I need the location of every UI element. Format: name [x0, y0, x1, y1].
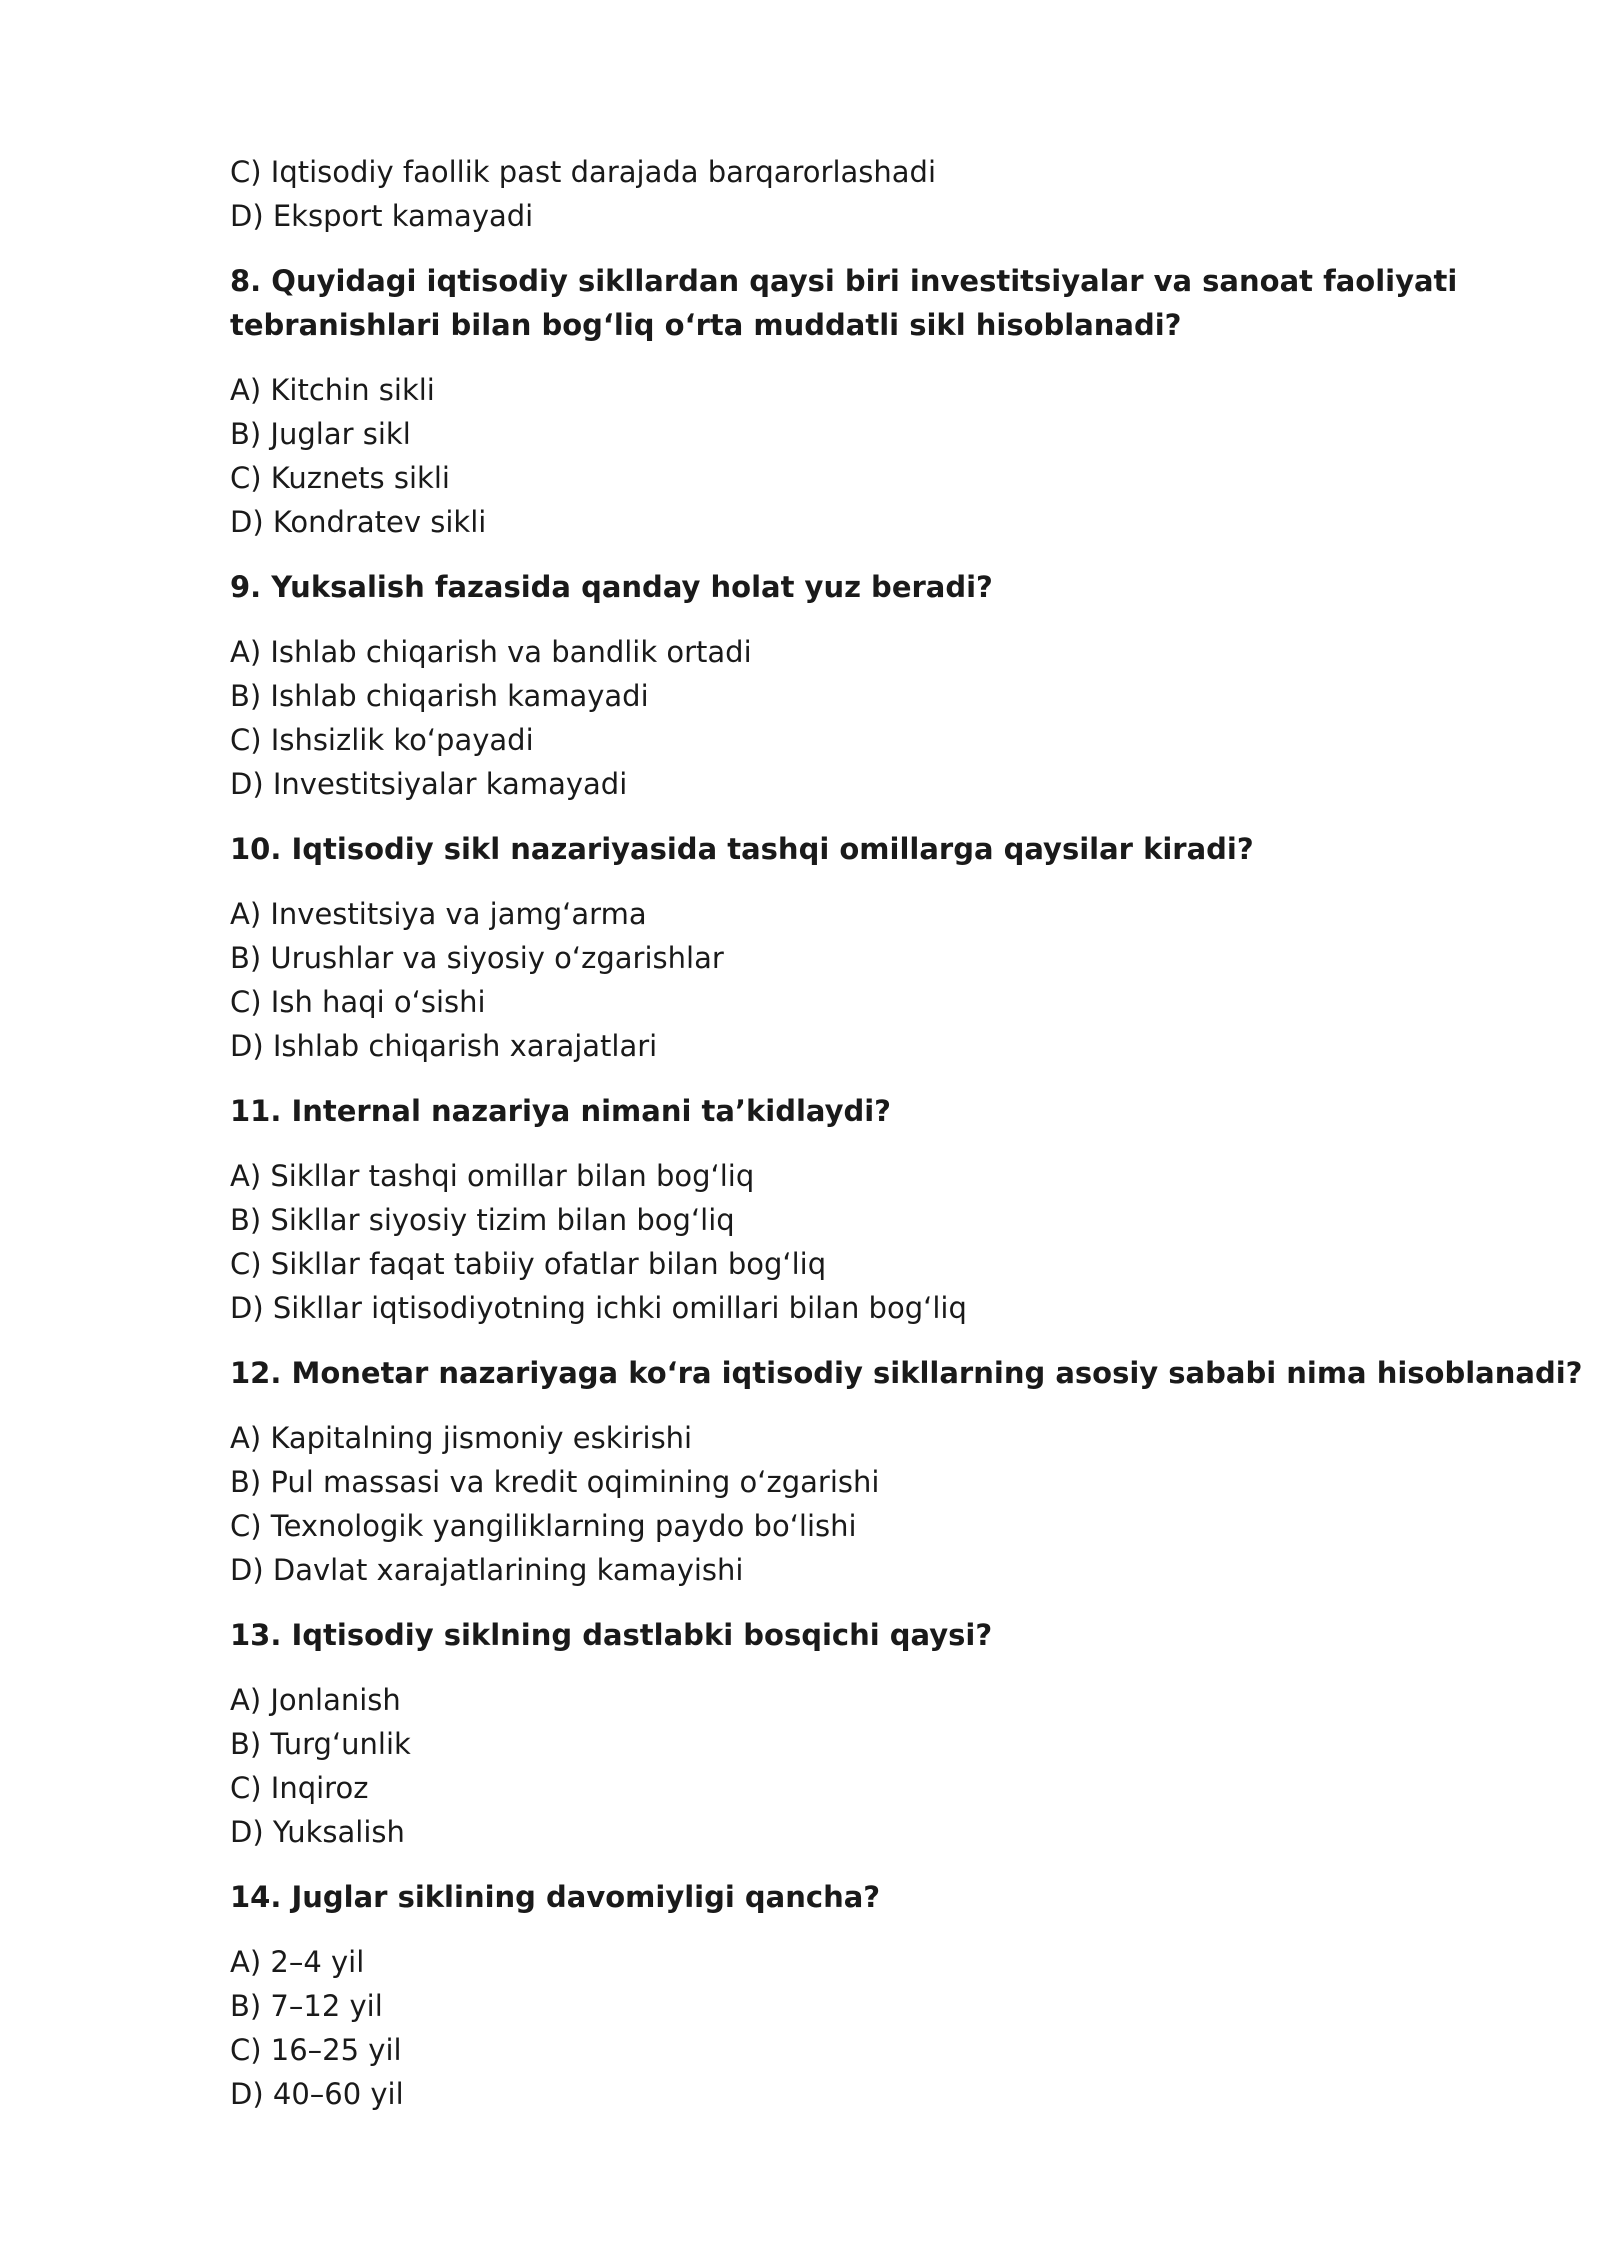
question-block [230, 827, 1530, 1068]
option-list [230, 892, 1530, 1068]
question-line: 8. Quyidagi iqtisodiy sikllardan qaysi biri investitsiyalar va sanoat faoliyati [230, 264, 1458, 298]
question-title: 14. Juglar siklining davomiyligi qancha? [230, 1880, 881, 1914]
option: D) Eksport kamayadi [230, 199, 534, 233]
option: B) Juglar sikl [230, 417, 411, 451]
document-page [230, 150, 1583, 2116]
question-title: 11. Internal nazariya nimani ta’kidlaydi? [230, 1094, 891, 1128]
question-block [230, 565, 1530, 806]
option: A) 2–4 yil [230, 1945, 365, 1979]
option: C) Inqiroz [230, 1771, 369, 1805]
option: B) Sikllar siyosiy tizim bilan bog‘liq [230, 1203, 735, 1237]
question-line: tebranishlari bilan bog‘liq o‘rta muddatli sikl hisoblanadi? [230, 308, 1182, 342]
option: B) 7–12 yil [230, 1989, 383, 2023]
option-list [230, 368, 1530, 544]
option: D) Yuksalish [230, 1815, 405, 1849]
option: B) Pul massasi va kredit oqimining o‘zgarishi [230, 1465, 880, 1499]
option-list [230, 1940, 1530, 2116]
option: A) Kapitalning jismoniy eskirishi [230, 1421, 693, 1455]
question-block [230, 259, 1530, 544]
option: C) Iqtisodiy faollik past darajada barqarorlashadi [230, 155, 937, 189]
question-title: 10. Iqtisodiy sikl nazariyasida tashqi omillarga qaysilar kiradi? [230, 832, 1254, 866]
option: C) Texnologik yangiliklarning paydo bo‘lishi [230, 1509, 857, 1543]
option: C) Ish haqi o‘sishi [230, 985, 486, 1019]
question-title: 9. Yuksalish fazasida qanday holat yuz beradi? [230, 570, 993, 604]
option: A) Jonlanish [230, 1683, 401, 1717]
option: A) Kitchin sikli [230, 373, 435, 407]
question-title: 13. Iqtisodiy siklning dastlabki bosqichi qaysi? [230, 1618, 993, 1652]
option: B) Turg‘unlik [230, 1727, 411, 1761]
option: C) Ishsizlik ko‘payadi [230, 723, 534, 757]
question-block [230, 1875, 1530, 2116]
option: D) Davlat xarajatlarining kamayishi [230, 1553, 744, 1587]
question-block [230, 1613, 1530, 1854]
option: C) 16–25 yil [230, 2033, 402, 2067]
option-list [230, 1154, 1530, 1330]
option: D) Investitsiyalar kamayadi [230, 767, 628, 801]
option: D) Kondratev sikli [230, 505, 487, 539]
option: C) Kuznets sikli [230, 461, 450, 495]
option-list [230, 630, 1530, 806]
option-list [230, 1416, 1530, 1592]
question-block [230, 1351, 1583, 1592]
question-title: 12. Monetar nazariyaga ko‘ra iqtisodiy sikllarning asosiy sababi nima hisoblanadi? [230, 1356, 1583, 1390]
question-block [230, 1089, 1530, 1330]
option: D) Sikllar iqtisodiyotning ichki omillari bilan bog‘liq [230, 1291, 967, 1325]
option: B) Ishlab chiqarish kamayadi [230, 679, 649, 713]
question-title [230, 259, 1530, 347]
option: A) Sikllar tashqi omillar bilan bog‘liq [230, 1159, 755, 1193]
option-list [230, 1678, 1530, 1854]
option: D) Ishlab chiqarish xarajatlari [230, 1029, 658, 1063]
option: A) Investitsiya va jamg‘arma [230, 897, 647, 931]
option: D) 40–60 yil [230, 2077, 404, 2111]
option: C) Sikllar faqat tabiiy ofatlar bilan bog‘liq [230, 1247, 827, 1281]
option: B) Urushlar va siyosiy o‘zgarishlar [230, 941, 724, 975]
leading-options [230, 150, 1530, 238]
option: A) Ishlab chiqarish va bandlik ortadi [230, 635, 752, 669]
